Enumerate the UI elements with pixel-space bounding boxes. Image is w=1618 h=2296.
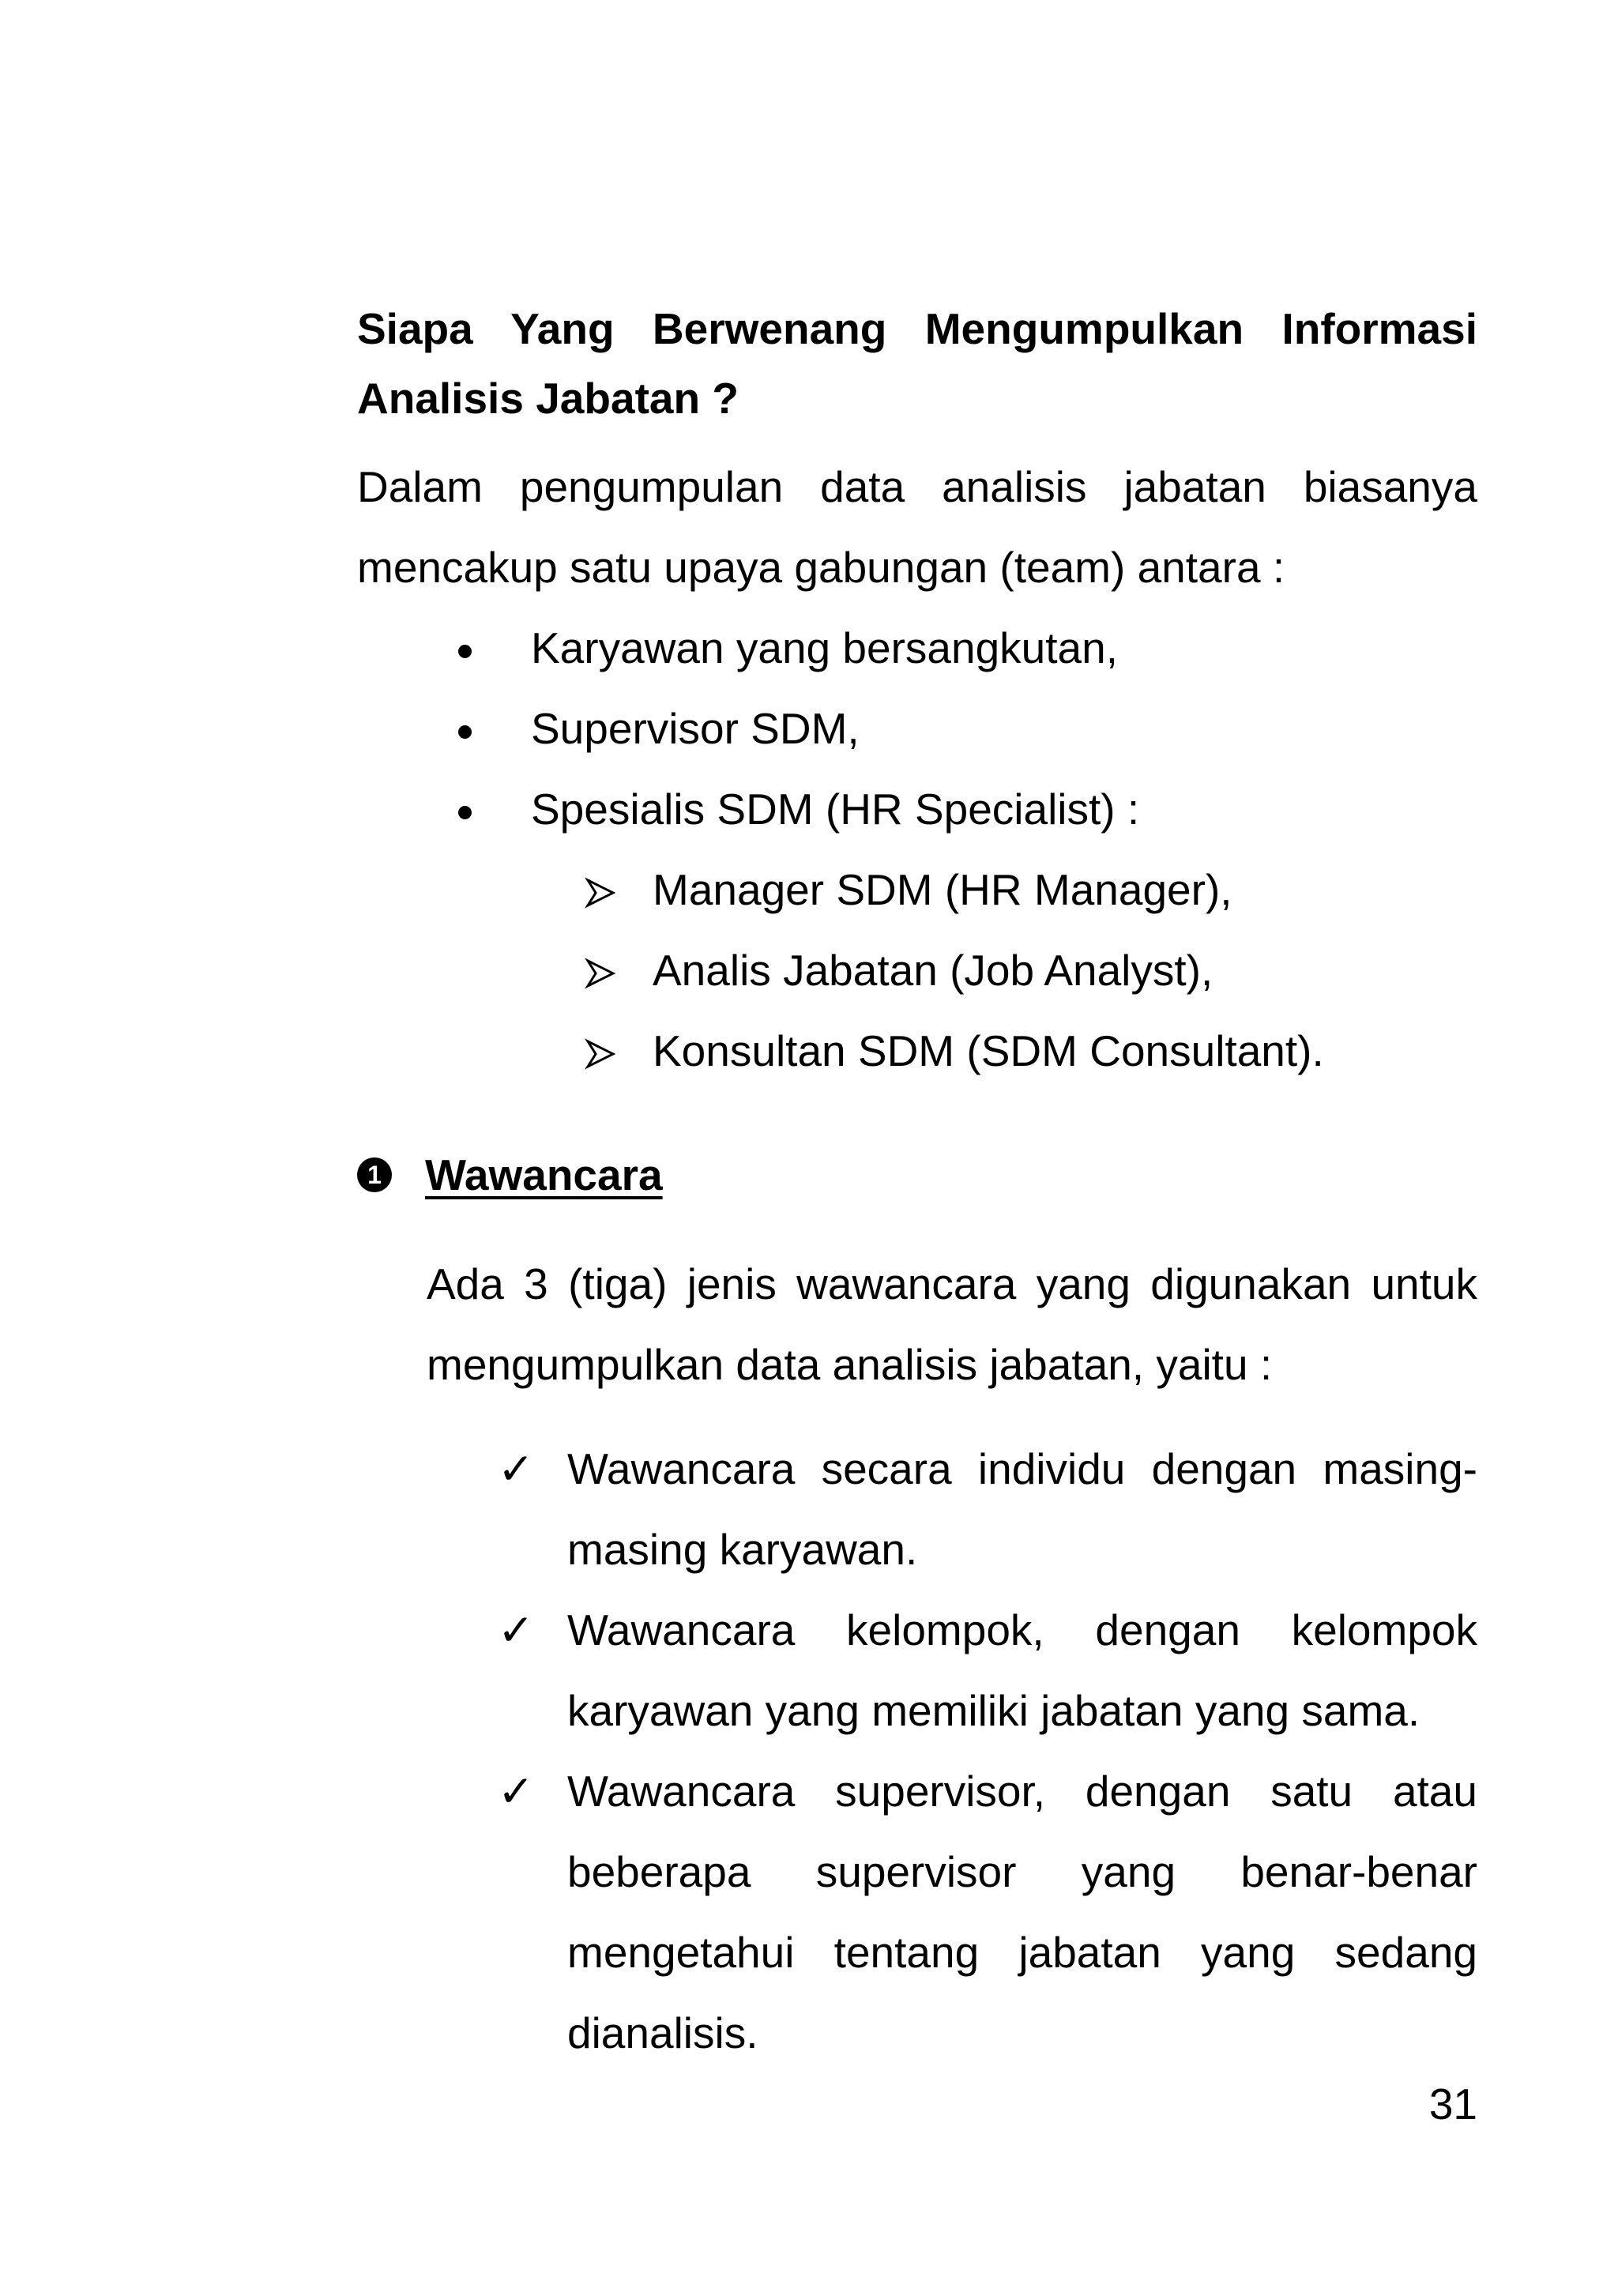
- list-item-text: Karyawan yang bersangkutan,: [531, 623, 1118, 672]
- checkmark-icon: ✓: [498, 1767, 535, 1816]
- intro-paragraph: Dalam pengumpulan data analisis jabatan biasanya mencakup satu upaya gabungan (team) antara :: [357, 462, 1477, 592]
- list-item-text: Supervisor SDM,: [531, 704, 860, 753]
- section-number-icon: 1: [357, 1157, 392, 1192]
- bullet-dot-icon: [458, 769, 472, 849]
- checklist-item-text: Wawancara secara individu dengan masing-masing karyawan.: [567, 1444, 1477, 1574]
- section-description: Ada 3 (tiga) jenis wawancara yang digunakan untuk mengumpulkan data analisis jabatan, yaitu :: [427, 1259, 1477, 1389]
- page-number: 31: [1428, 2080, 1477, 2129]
- sub-list-item-text: Manager SDM (HR Manager),: [653, 865, 1232, 914]
- list-item-text: Spesialis SDM (HR Specialist) :: [531, 785, 1140, 834]
- page-heading: Siapa Yang Berwenang Mengumpulkan Informasi Analisis Jabatan ?: [357, 304, 1477, 423]
- arrow-bullet-icon: [585, 930, 616, 1011]
- sub-list-item-text: Analis Jabatan (Job Analyst),: [653, 946, 1214, 995]
- arrow-bullet-icon: [585, 1011, 616, 1091]
- checkmark-icon: ✓: [498, 1444, 535, 1493]
- checklist-item-text: Wawancara kelompok, dengan kelompok karyawan yang memiliki jabatan yang sama.: [567, 1605, 1477, 1735]
- section-title: [357, 1135, 663, 1215]
- arrow-bullet-icon: [585, 849, 616, 930]
- bullet-dot-icon: [458, 608, 472, 688]
- sub-list-item-text: Konsultan SDM (SDM Consultant).: [653, 1026, 1324, 1075]
- checklist-item-text: Wawancara supervisor, dengan satu atau beberapa supervisor yang benar-benar mengetahui tentang jabatan yang sedang dianalisis.: [567, 1767, 1477, 2057]
- bullet-dot-icon: [458, 688, 472, 769]
- section-title-label: Wawancara: [425, 1150, 663, 1199]
- checkmark-icon: ✓: [498, 1605, 535, 1654]
